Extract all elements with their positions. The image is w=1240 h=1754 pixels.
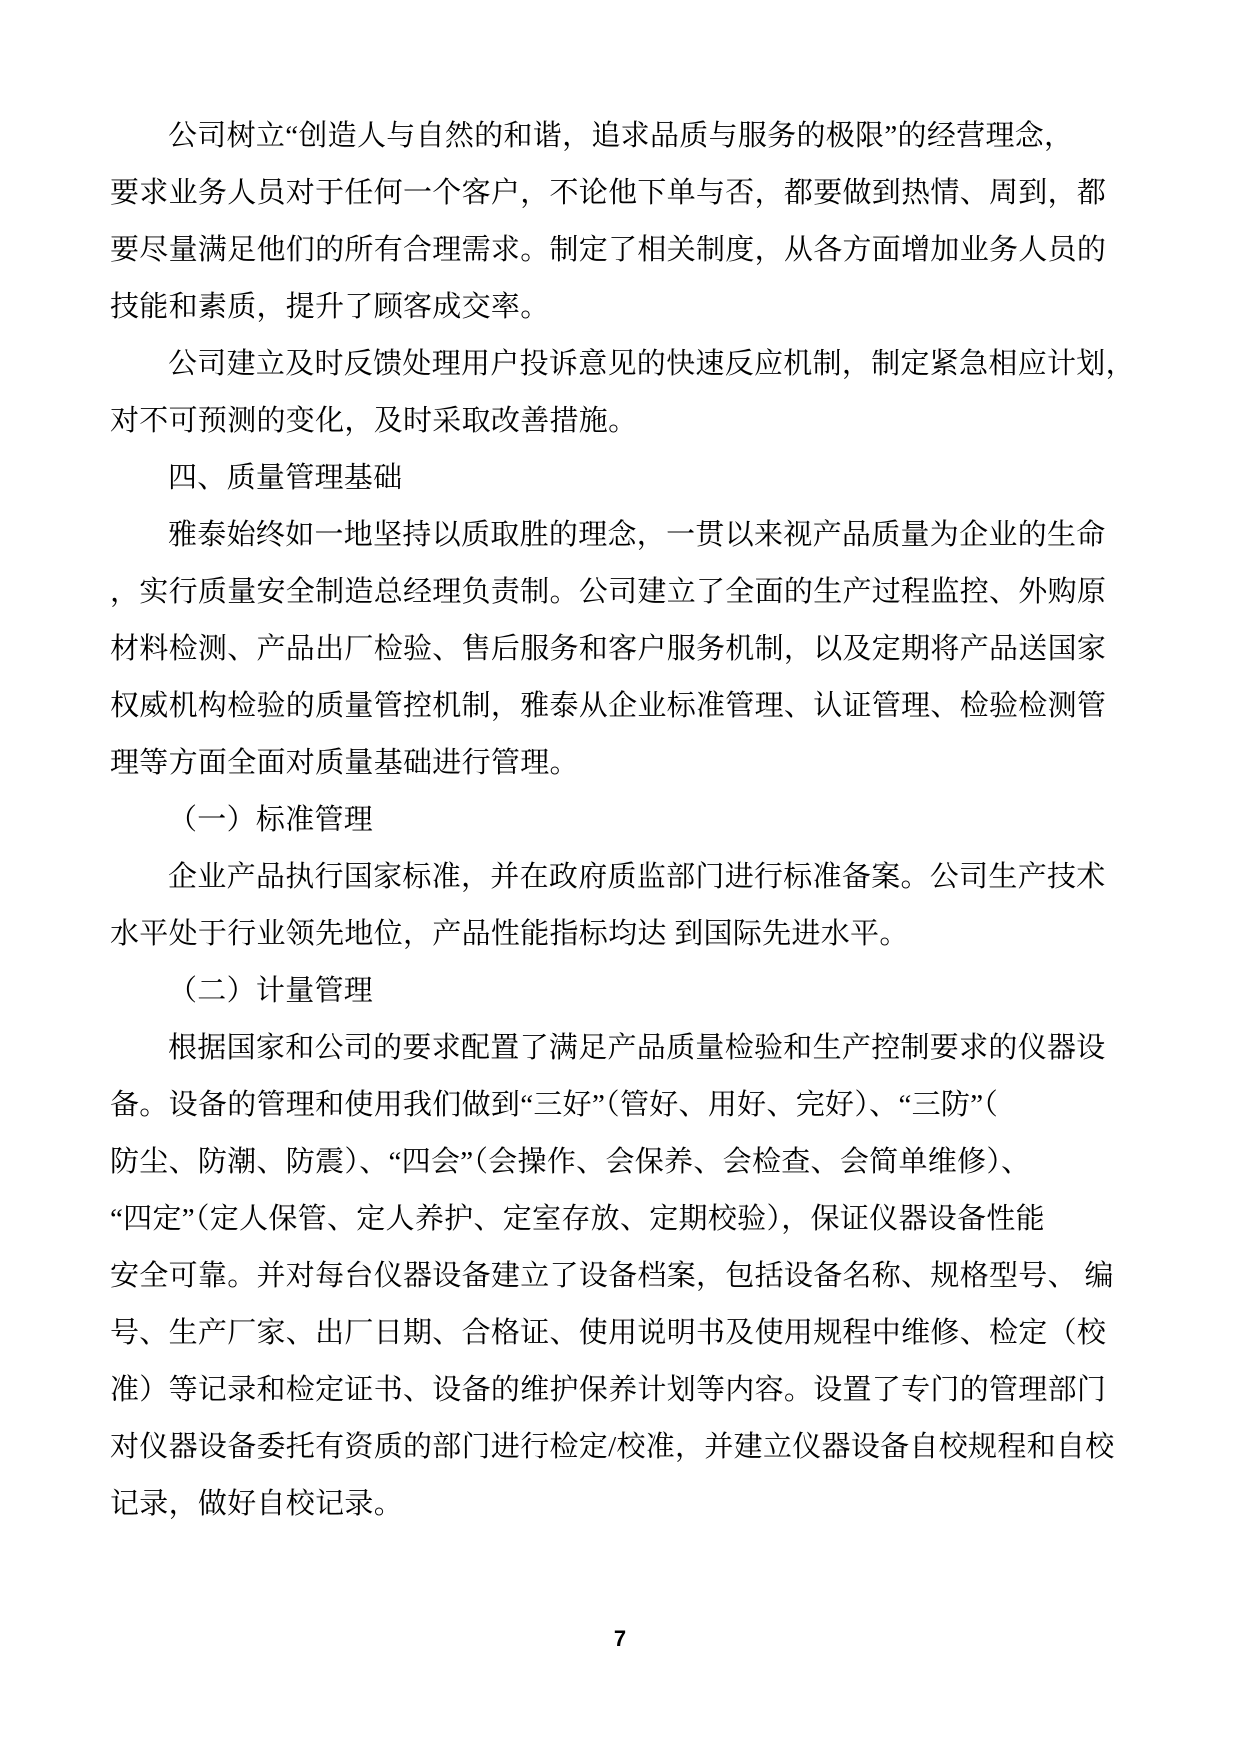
text-line: 材料检测、产品出厂检验、售后服务和客户服务机制，以及定期将产品送国家 — [110, 633, 1107, 665]
heading-standard-management — [110, 792, 1134, 849]
text-line: （一）标准管理 — [168, 804, 374, 836]
text-line: 防尘、防潮、防震）、“四会”（会操作、会保养、会检查、会简单维修）、 — [110, 1146, 1031, 1178]
text-line: 准）等记录和检定证书、设备的维护保养计划等内容。设置了专门的管理部门 — [110, 1374, 1107, 1406]
para-feedback-mechanism — [110, 336, 1134, 450]
text-line: 备。设备的管理和使用我们做到“三好”（管好、用好、完好）、“三防”（ — [110, 1089, 999, 1121]
text-line: 理等方面全面对质量基础进行管理。 — [110, 747, 579, 779]
text-line: 对不可预测的变化，及时采取改善措施。 — [110, 405, 638, 437]
para-service-philosophy — [110, 108, 1134, 336]
document-body — [110, 108, 1134, 1533]
text-line: 水平处于行业领先地位，产品性能指标均达 到国际先进水平。 — [110, 918, 909, 950]
text-line: 安全可靠。并对每台仪器设备建立了设备档案，包括设备名称、规格型号、 编 — [110, 1260, 1114, 1292]
text-line: ，实行质量安全制造总经理负责制。公司建立了全面的生产过程监控、外购原 — [110, 576, 1107, 608]
text-line: 公司建立及时反馈处理用户投诉意见的快速反应机制，制定紧急相应计划， — [168, 348, 1135, 380]
heading-metrology-management — [110, 963, 1134, 1020]
text-line: 技能和素质，提升了顾客成交率。 — [110, 291, 550, 323]
text-line: “四定”（定人保管、定人养护、定室存放、定期校验），保证仪器设备性能 — [110, 1203, 1045, 1235]
text-line: 雅泰始终如一地坚持以质取胜的理念，一贯以来视产品质量为企业的生命 — [168, 519, 1106, 551]
heading-section-four-quality-management — [110, 450, 1134, 507]
text-line: 对仪器设备委托有资质的部门进行检定/校准，并建立仪器设备自校规程和自校 — [110, 1431, 1115, 1463]
text-line: 根据国家和公司的要求配置了满足产品质量检验和生产控制要求的仪器设 — [168, 1032, 1106, 1064]
para-metrology-management — [110, 1020, 1134, 1533]
text-line: 要求业务人员对于任何一个客户，不论他下单与否，都要做到热情、周到，都 — [110, 177, 1107, 209]
text-line: （二）计量管理 — [168, 975, 374, 1007]
text-line: 权威机构检验的质量管控机制，雅泰从企业标准管理、认证管理、检验检测管 — [110, 690, 1107, 722]
para-standard-management — [110, 849, 1134, 963]
text-line: 四、质量管理基础 — [168, 462, 403, 494]
text-line: 企业产品执行国家标准，并在政府质监部门进行标准备案。公司生产技术 — [168, 861, 1106, 893]
text-line: 公司树立“创造人与自然的和谐，追求品质与服务的极限”的经营理念， — [168, 120, 1074, 152]
page-footer — [0, 1626, 1240, 1652]
text-line: 号、生产厂家、出厂日期、合格证、使用说明书及使用规程中维修、检定（校 — [110, 1317, 1107, 1349]
text-line: 要尽量满足他们的所有合理需求。制定了相关制度，从各方面增加业务人员的 — [110, 234, 1107, 266]
para-quality-overview — [110, 507, 1134, 792]
text-line: 记录，做好自校记录。 — [110, 1488, 404, 1520]
page-number: 7 — [613, 1626, 627, 1651]
